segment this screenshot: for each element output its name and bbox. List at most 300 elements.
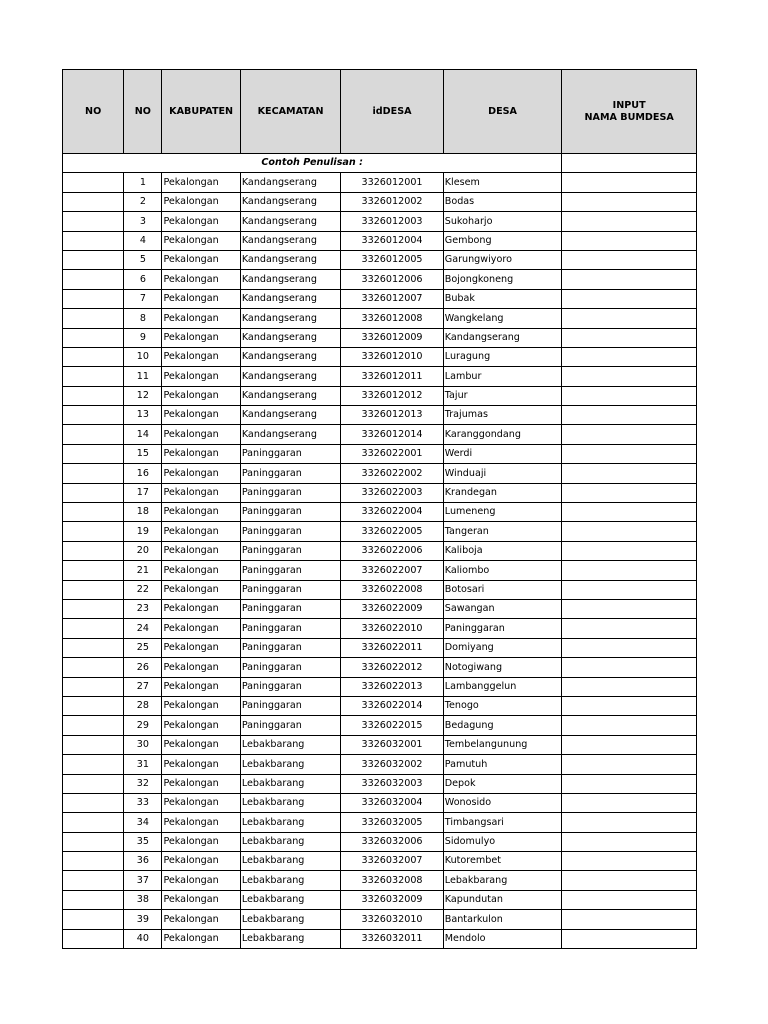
cell-input-nama-bumdesa[interactable] bbox=[562, 289, 697, 308]
cell-iddesa: 3326032006 bbox=[341, 832, 443, 851]
cell-desa: Depok bbox=[443, 774, 562, 793]
table-row bbox=[63, 328, 697, 347]
cell-iddesa: 3326032005 bbox=[341, 813, 443, 832]
cell-kecamatan: Kandangserang bbox=[240, 386, 340, 405]
cell-input-nama-bumdesa[interactable] bbox=[562, 832, 697, 851]
cell-no: 37 bbox=[124, 871, 162, 890]
cell-iddesa: 3326032010 bbox=[341, 910, 443, 929]
cell-kecamatan: Paninggaran bbox=[240, 541, 340, 560]
cell-iddesa: 3326012010 bbox=[341, 347, 443, 366]
cell-kabupaten: Pekalongan bbox=[162, 386, 240, 405]
cell-no: 23 bbox=[124, 599, 162, 618]
cell-input-nama-bumdesa[interactable] bbox=[562, 231, 697, 250]
cell-input-nama-bumdesa[interactable] bbox=[562, 871, 697, 890]
table-row bbox=[63, 444, 697, 463]
cell-kabupaten: Pekalongan bbox=[162, 192, 240, 211]
cell-desa: Bantarkulon bbox=[443, 910, 562, 929]
cell-input-nama-bumdesa[interactable] bbox=[562, 755, 697, 774]
cell-no: 39 bbox=[124, 910, 162, 929]
header-desa: DESA bbox=[443, 70, 562, 154]
cell-input-nama-bumdesa[interactable] bbox=[562, 522, 697, 541]
cell-no-blank[interactable] bbox=[63, 638, 124, 657]
cell-no-blank[interactable] bbox=[63, 173, 124, 192]
cell-kabupaten: Pekalongan bbox=[162, 347, 240, 366]
table-row bbox=[63, 347, 697, 366]
cell-no-blank[interactable] bbox=[63, 735, 124, 754]
cell-no: 12 bbox=[124, 386, 162, 405]
cell-kecamatan: Lebakbarang bbox=[240, 793, 340, 812]
cell-desa: Wonosido bbox=[443, 793, 562, 812]
table-row bbox=[63, 483, 697, 502]
cell-no-blank[interactable] bbox=[63, 658, 124, 677]
cell-kecamatan: Kandangserang bbox=[240, 231, 340, 250]
cell-input-nama-bumdesa[interactable] bbox=[562, 852, 697, 871]
cell-input-nama-bumdesa[interactable] bbox=[562, 192, 697, 211]
cell-kecamatan: Kandangserang bbox=[240, 289, 340, 308]
cell-input-nama-bumdesa[interactable] bbox=[562, 929, 697, 948]
cell-kecamatan: Kandangserang bbox=[240, 212, 340, 231]
cell-no: 11 bbox=[124, 367, 162, 386]
cell-kecamatan: Lebakbarang bbox=[240, 910, 340, 929]
cell-input-nama-bumdesa[interactable] bbox=[562, 212, 697, 231]
cell-iddesa: 3326032011 bbox=[341, 929, 443, 948]
header-no-1: NO bbox=[63, 70, 124, 154]
cell-kecamatan: Paninggaran bbox=[240, 638, 340, 657]
cell-desa: Sukoharjo bbox=[443, 212, 562, 231]
cell-kecamatan: Kandangserang bbox=[240, 192, 340, 211]
table-row bbox=[63, 386, 697, 405]
header-input-line1: INPUT bbox=[612, 100, 646, 112]
cell-kabupaten: Pekalongan bbox=[162, 793, 240, 812]
cell-kecamatan: Paninggaran bbox=[240, 658, 340, 677]
cell-desa: Paninggaran bbox=[443, 619, 562, 638]
cell-kabupaten: Pekalongan bbox=[162, 464, 240, 483]
table-row bbox=[63, 406, 697, 425]
cell-kabupaten: Pekalongan bbox=[162, 599, 240, 618]
cell-iddesa: 3326032008 bbox=[341, 871, 443, 890]
cell-desa: Klesem bbox=[443, 173, 562, 192]
cell-kabupaten: Pekalongan bbox=[162, 910, 240, 929]
cell-no: 2 bbox=[124, 192, 162, 211]
cell-no-blank[interactable] bbox=[63, 832, 124, 851]
cell-no-blank[interactable] bbox=[63, 464, 124, 483]
cell-input-nama-bumdesa[interactable] bbox=[562, 367, 697, 386]
table-row bbox=[63, 464, 697, 483]
cell-iddesa: 3326012005 bbox=[341, 250, 443, 269]
cell-input-nama-bumdesa[interactable] bbox=[562, 910, 697, 929]
cell-no-blank[interactable] bbox=[63, 910, 124, 929]
header-input-line2: NAMA BUMDESA bbox=[584, 111, 674, 123]
table-row bbox=[63, 910, 697, 929]
cell-input-nama-bumdesa[interactable] bbox=[562, 774, 697, 793]
cell-no: 9 bbox=[124, 328, 162, 347]
cell-kecamatan: Paninggaran bbox=[240, 561, 340, 580]
table-row bbox=[63, 774, 697, 793]
cell-kabupaten: Pekalongan bbox=[162, 212, 240, 231]
cell-kabupaten: Pekalongan bbox=[162, 173, 240, 192]
cell-kecamatan: Lebakbarang bbox=[240, 774, 340, 793]
cell-kabupaten: Pekalongan bbox=[162, 289, 240, 308]
cell-no-blank[interactable] bbox=[63, 192, 124, 211]
cell-kabupaten: Pekalongan bbox=[162, 852, 240, 871]
cell-desa: Notogiwang bbox=[443, 658, 562, 677]
cell-no: 4 bbox=[124, 231, 162, 250]
cell-input-nama-bumdesa[interactable] bbox=[562, 309, 697, 328]
table-row bbox=[63, 619, 697, 638]
cell-kecamatan: Lebakbarang bbox=[240, 755, 340, 774]
cell-iddesa: 3326022002 bbox=[341, 464, 443, 483]
cell-input-nama-bumdesa[interactable] bbox=[562, 658, 697, 677]
cell-no-blank[interactable] bbox=[63, 406, 124, 425]
cell-no: 38 bbox=[124, 890, 162, 909]
cell-iddesa: 3326022012 bbox=[341, 658, 443, 677]
cell-kabupaten: Pekalongan bbox=[162, 774, 240, 793]
cell-desa: Sawangan bbox=[443, 599, 562, 618]
cell-no-blank[interactable] bbox=[63, 444, 124, 463]
cell-kabupaten: Pekalongan bbox=[162, 658, 240, 677]
cell-no-blank[interactable] bbox=[63, 289, 124, 308]
table-row bbox=[63, 561, 697, 580]
cell-desa: Bubak bbox=[443, 289, 562, 308]
table-row bbox=[63, 309, 697, 328]
cell-no-blank[interactable] bbox=[63, 755, 124, 774]
cell-iddesa: 3326032004 bbox=[341, 793, 443, 812]
cell-iddesa: 3326022013 bbox=[341, 677, 443, 696]
cell-kabupaten: Pekalongan bbox=[162, 871, 240, 890]
cell-iddesa: 3326022005 bbox=[341, 522, 443, 541]
cell-no-blank[interactable] bbox=[63, 522, 124, 541]
cell-iddesa: 3326012013 bbox=[341, 406, 443, 425]
cell-no-blank[interactable] bbox=[63, 483, 124, 502]
cell-kecamatan: Kandangserang bbox=[240, 270, 340, 289]
cell-no: 31 bbox=[124, 755, 162, 774]
cell-no: 8 bbox=[124, 309, 162, 328]
cell-input-nama-bumdesa[interactable] bbox=[562, 406, 697, 425]
cell-kecamatan: Paninggaran bbox=[240, 444, 340, 463]
cell-no: 20 bbox=[124, 541, 162, 560]
cell-desa: Lebakbarang bbox=[443, 871, 562, 890]
cell-no: 3 bbox=[124, 212, 162, 231]
table-row bbox=[63, 871, 697, 890]
cell-kabupaten: Pekalongan bbox=[162, 677, 240, 696]
example-input-cell[interactable] bbox=[562, 154, 697, 173]
cell-kabupaten: Pekalongan bbox=[162, 444, 240, 463]
cell-no-blank[interactable] bbox=[63, 871, 124, 890]
header-iddesa: idDESA bbox=[341, 70, 443, 154]
header-kabupaten: KABUPATEN bbox=[162, 70, 240, 154]
cell-kabupaten: Pekalongan bbox=[162, 309, 240, 328]
cell-input-nama-bumdesa[interactable] bbox=[562, 735, 697, 754]
cell-input-nama-bumdesa[interactable] bbox=[562, 599, 697, 618]
header-kecamatan: KECAMATAN bbox=[240, 70, 340, 154]
cell-input-nama-bumdesa[interactable] bbox=[562, 890, 697, 909]
cell-kabupaten: Pekalongan bbox=[162, 755, 240, 774]
table-row bbox=[63, 929, 697, 948]
cell-no-blank[interactable] bbox=[63, 231, 124, 250]
cell-desa: Kapundutan bbox=[443, 890, 562, 909]
cell-kabupaten: Pekalongan bbox=[162, 522, 240, 541]
cell-input-nama-bumdesa[interactable] bbox=[562, 386, 697, 405]
cell-kecamatan: Lebakbarang bbox=[240, 813, 340, 832]
example-label: Contoh Penulisan : bbox=[63, 154, 562, 173]
cell-kabupaten: Pekalongan bbox=[162, 541, 240, 560]
cell-no-blank[interactable] bbox=[63, 580, 124, 599]
cell-no-blank[interactable] bbox=[63, 425, 124, 444]
cell-no: 33 bbox=[124, 793, 162, 812]
cell-iddesa: 3326022003 bbox=[341, 483, 443, 502]
cell-no: 10 bbox=[124, 347, 162, 366]
cell-kabupaten: Pekalongan bbox=[162, 735, 240, 754]
cell-no-blank[interactable] bbox=[63, 309, 124, 328]
cell-no: 24 bbox=[124, 619, 162, 638]
table-row bbox=[63, 696, 697, 715]
cell-iddesa: 3326022008 bbox=[341, 580, 443, 599]
cell-kabupaten: Pekalongan bbox=[162, 813, 240, 832]
cell-desa: Pamutuh bbox=[443, 755, 562, 774]
table-row bbox=[63, 813, 697, 832]
cell-no: 21 bbox=[124, 561, 162, 580]
cell-iddesa: 3326022010 bbox=[341, 619, 443, 638]
bumdesa-table bbox=[62, 69, 697, 949]
cell-kecamatan: Kandangserang bbox=[240, 425, 340, 444]
cell-no: 13 bbox=[124, 406, 162, 425]
cell-iddesa: 3326022006 bbox=[341, 541, 443, 560]
cell-input-nama-bumdesa[interactable] bbox=[562, 619, 697, 638]
cell-kecamatan: Paninggaran bbox=[240, 503, 340, 522]
cell-desa: Domiyang bbox=[443, 638, 562, 657]
cell-kecamatan: Kandangserang bbox=[240, 367, 340, 386]
cell-kabupaten: Pekalongan bbox=[162, 503, 240, 522]
cell-kecamatan: Kandangserang bbox=[240, 328, 340, 347]
cell-input-nama-bumdesa[interactable] bbox=[562, 173, 697, 192]
cell-kecamatan: Kandangserang bbox=[240, 250, 340, 269]
table-row bbox=[63, 677, 697, 696]
table-row bbox=[63, 212, 697, 231]
cell-no-blank[interactable] bbox=[63, 250, 124, 269]
cell-iddesa: 3326012002 bbox=[341, 192, 443, 211]
cell-no: 29 bbox=[124, 716, 162, 735]
table-row bbox=[63, 522, 697, 541]
cell-no-blank[interactable] bbox=[63, 386, 124, 405]
cell-desa: Werdi bbox=[443, 444, 562, 463]
cell-no-blank[interactable] bbox=[63, 793, 124, 812]
cell-desa: Bojongkoneng bbox=[443, 270, 562, 289]
cell-kecamatan: Paninggaran bbox=[240, 599, 340, 618]
cell-input-nama-bumdesa[interactable] bbox=[562, 638, 697, 657]
cell-no-blank[interactable] bbox=[63, 503, 124, 522]
cell-desa: Tenogo bbox=[443, 696, 562, 715]
cell-no-blank[interactable] bbox=[63, 347, 124, 366]
cell-desa: Bedagung bbox=[443, 716, 562, 735]
table-row bbox=[63, 852, 697, 871]
cell-no: 28 bbox=[124, 696, 162, 715]
cell-desa: Lumeneng bbox=[443, 503, 562, 522]
cell-iddesa: 3326032002 bbox=[341, 755, 443, 774]
cell-desa: Gembong bbox=[443, 231, 562, 250]
cell-no-blank[interactable] bbox=[63, 677, 124, 696]
cell-iddesa: 3326032009 bbox=[341, 890, 443, 909]
cell-no-blank[interactable] bbox=[63, 774, 124, 793]
cell-no-blank[interactable] bbox=[63, 328, 124, 347]
cell-iddesa: 3326012008 bbox=[341, 309, 443, 328]
cell-desa: Tangeran bbox=[443, 522, 562, 541]
cell-no-blank[interactable] bbox=[63, 599, 124, 618]
cell-input-nama-bumdesa[interactable] bbox=[562, 696, 697, 715]
cell-iddesa: 3326022004 bbox=[341, 503, 443, 522]
cell-no: 35 bbox=[124, 832, 162, 851]
cell-input-nama-bumdesa[interactable] bbox=[562, 483, 697, 502]
cell-desa: Trajumas bbox=[443, 406, 562, 425]
cell-desa: Karanggondang bbox=[443, 425, 562, 444]
table-row bbox=[63, 250, 697, 269]
table-row bbox=[63, 832, 697, 851]
cell-desa: Lambur bbox=[443, 367, 562, 386]
cell-kabupaten: Pekalongan bbox=[162, 425, 240, 444]
cell-desa: Krandegan bbox=[443, 483, 562, 502]
cell-no: 16 bbox=[124, 464, 162, 483]
header-row bbox=[63, 70, 697, 154]
cell-desa: Kaliombo bbox=[443, 561, 562, 580]
cell-desa: Kutorembet bbox=[443, 852, 562, 871]
cell-input-nama-bumdesa[interactable] bbox=[562, 444, 697, 463]
cell-no: 26 bbox=[124, 658, 162, 677]
cell-kecamatan: Paninggaran bbox=[240, 619, 340, 638]
cell-iddesa: 3326032007 bbox=[341, 852, 443, 871]
cell-desa: Wangkelang bbox=[443, 309, 562, 328]
cell-kabupaten: Pekalongan bbox=[162, 328, 240, 347]
cell-no-blank[interactable] bbox=[63, 852, 124, 871]
cell-input-nama-bumdesa[interactable] bbox=[562, 580, 697, 599]
cell-no: 40 bbox=[124, 929, 162, 948]
cell-input-nama-bumdesa[interactable] bbox=[562, 541, 697, 560]
cell-kecamatan: Paninggaran bbox=[240, 677, 340, 696]
cell-desa: Tembelangunung bbox=[443, 735, 562, 754]
cell-kecamatan: Paninggaran bbox=[240, 696, 340, 715]
header-input-nama-bumdesa bbox=[562, 70, 697, 154]
cell-desa: Botosari bbox=[443, 580, 562, 599]
table-row bbox=[63, 541, 697, 560]
cell-input-nama-bumdesa[interactable] bbox=[562, 793, 697, 812]
cell-kabupaten: Pekalongan bbox=[162, 696, 240, 715]
cell-input-nama-bumdesa[interactable] bbox=[562, 813, 697, 832]
cell-iddesa: 3326012004 bbox=[341, 231, 443, 250]
cell-no-blank[interactable] bbox=[63, 212, 124, 231]
cell-kecamatan: Paninggaran bbox=[240, 522, 340, 541]
cell-input-nama-bumdesa[interactable] bbox=[562, 425, 697, 444]
cell-iddesa: 3326012009 bbox=[341, 328, 443, 347]
cell-iddesa: 3326012011 bbox=[341, 367, 443, 386]
cell-no-blank[interactable] bbox=[63, 367, 124, 386]
cell-no-blank[interactable] bbox=[63, 619, 124, 638]
cell-input-nama-bumdesa[interactable] bbox=[562, 250, 697, 269]
cell-no-blank[interactable] bbox=[63, 696, 124, 715]
cell-kecamatan: Lebakbarang bbox=[240, 735, 340, 754]
cell-input-nama-bumdesa[interactable] bbox=[562, 464, 697, 483]
cell-kabupaten: Pekalongan bbox=[162, 832, 240, 851]
cell-kecamatan: Lebakbarang bbox=[240, 832, 340, 851]
cell-no: 22 bbox=[124, 580, 162, 599]
cell-iddesa: 3326012014 bbox=[341, 425, 443, 444]
cell-no-blank[interactable] bbox=[63, 270, 124, 289]
cell-kecamatan: Paninggaran bbox=[240, 580, 340, 599]
cell-iddesa: 3326032001 bbox=[341, 735, 443, 754]
cell-no: 1 bbox=[124, 173, 162, 192]
cell-input-nama-bumdesa[interactable] bbox=[562, 716, 697, 735]
table-row bbox=[63, 173, 697, 192]
example-row bbox=[63, 154, 697, 173]
cell-kabupaten: Pekalongan bbox=[162, 270, 240, 289]
table-row bbox=[63, 367, 697, 386]
spreadsheet bbox=[62, 69, 697, 949]
cell-input-nama-bumdesa[interactable] bbox=[562, 270, 697, 289]
cell-no-blank[interactable] bbox=[63, 890, 124, 909]
cell-desa: Bodas bbox=[443, 192, 562, 211]
cell-input-nama-bumdesa[interactable] bbox=[562, 677, 697, 696]
cell-kabupaten: Pekalongan bbox=[162, 483, 240, 502]
cell-input-nama-bumdesa[interactable] bbox=[562, 347, 697, 366]
cell-iddesa: 3326022007 bbox=[341, 561, 443, 580]
cell-no: 18 bbox=[124, 503, 162, 522]
cell-no: 7 bbox=[124, 289, 162, 308]
cell-kabupaten: Pekalongan bbox=[162, 638, 240, 657]
cell-kecamatan: Kandangserang bbox=[240, 173, 340, 192]
cell-kabupaten: Pekalongan bbox=[162, 619, 240, 638]
table-row bbox=[63, 231, 697, 250]
cell-desa: Mendolo bbox=[443, 929, 562, 948]
cell-no-blank[interactable] bbox=[63, 541, 124, 560]
cell-kabupaten: Pekalongan bbox=[162, 890, 240, 909]
cell-desa: Tajur bbox=[443, 386, 562, 405]
cell-input-nama-bumdesa[interactable] bbox=[562, 328, 697, 347]
table-row bbox=[63, 599, 697, 618]
table-row bbox=[63, 192, 697, 211]
cell-kabupaten: Pekalongan bbox=[162, 929, 240, 948]
cell-iddesa: 3326012012 bbox=[341, 386, 443, 405]
cell-no: 5 bbox=[124, 250, 162, 269]
cell-no-blank[interactable] bbox=[63, 929, 124, 948]
table-row bbox=[63, 793, 697, 812]
cell-iddesa: 3326022001 bbox=[341, 444, 443, 463]
header-no-2: NO bbox=[124, 70, 162, 154]
cell-no: 32 bbox=[124, 774, 162, 793]
cell-no-blank[interactable] bbox=[63, 716, 124, 735]
cell-iddesa: 3326022015 bbox=[341, 716, 443, 735]
cell-kecamatan: Paninggaran bbox=[240, 716, 340, 735]
cell-no-blank[interactable] bbox=[63, 813, 124, 832]
cell-kecamatan: Lebakbarang bbox=[240, 929, 340, 948]
cell-no: 19 bbox=[124, 522, 162, 541]
cell-no: 6 bbox=[124, 270, 162, 289]
cell-no: 30 bbox=[124, 735, 162, 754]
cell-iddesa: 3326012001 bbox=[341, 173, 443, 192]
cell-kabupaten: Pekalongan bbox=[162, 716, 240, 735]
cell-input-nama-bumdesa[interactable] bbox=[562, 561, 697, 580]
cell-kecamatan: Paninggaran bbox=[240, 464, 340, 483]
cell-desa: Lambanggelun bbox=[443, 677, 562, 696]
cell-no: 34 bbox=[124, 813, 162, 832]
table-row bbox=[63, 716, 697, 735]
cell-no-blank[interactable] bbox=[63, 561, 124, 580]
table-row bbox=[63, 755, 697, 774]
table-row bbox=[63, 503, 697, 522]
cell-no: 17 bbox=[124, 483, 162, 502]
cell-kecamatan: Lebakbarang bbox=[240, 890, 340, 909]
cell-no: 14 bbox=[124, 425, 162, 444]
cell-iddesa: 3326022011 bbox=[341, 638, 443, 657]
table-row bbox=[63, 890, 697, 909]
cell-input-nama-bumdesa[interactable] bbox=[562, 503, 697, 522]
cell-kabupaten: Pekalongan bbox=[162, 250, 240, 269]
